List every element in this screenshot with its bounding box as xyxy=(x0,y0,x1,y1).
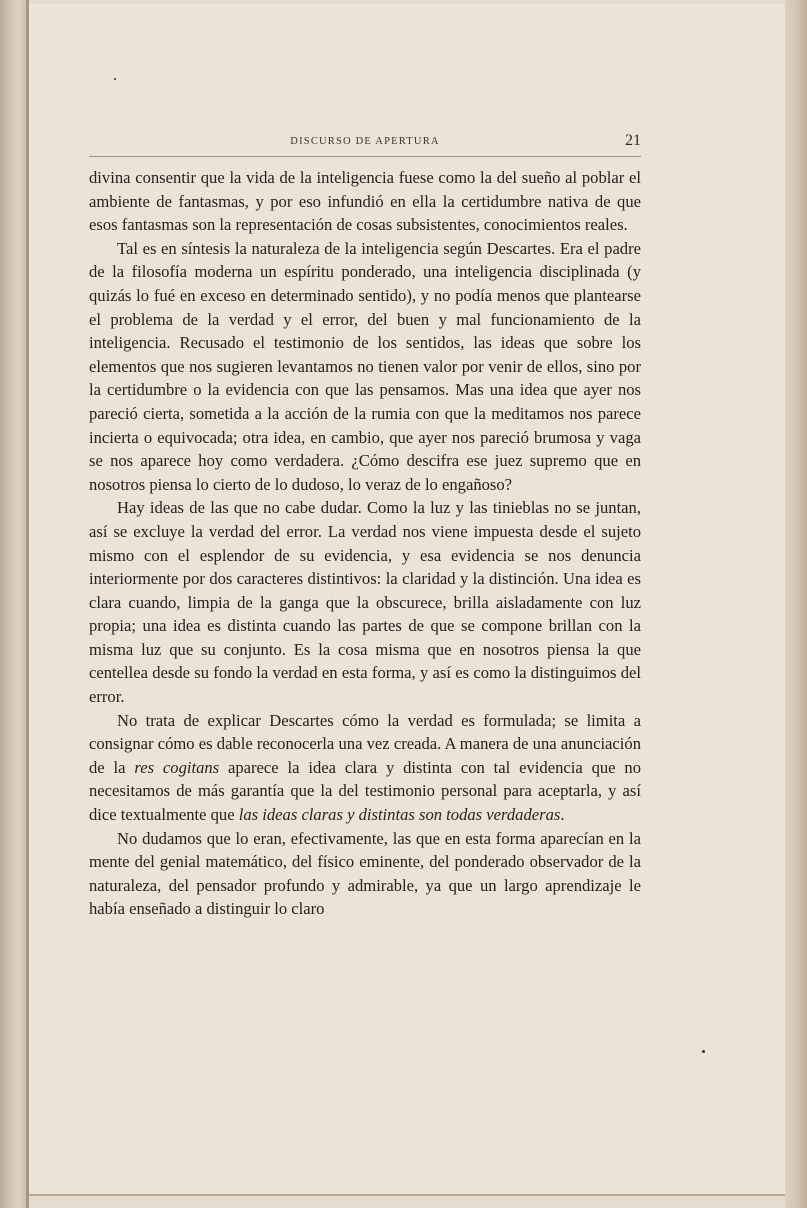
paragraph-text: . xyxy=(560,805,565,825)
paper-speck xyxy=(702,1050,705,1053)
paragraph-text: No trata de explicar Descartes cómo la verdad es formulada; se limita a consignar cómo es dable reconocerla una vez creada. A manera de una anunciación de la xyxy=(89,710,641,777)
paragraph-4 xyxy=(89,709,641,827)
page-number: 21 xyxy=(625,132,641,149)
running-head: DISCURSO DE APERTURA xyxy=(290,136,440,147)
book-page xyxy=(29,4,785,1196)
paragraph-1 xyxy=(89,166,641,237)
paper-speck xyxy=(114,78,116,80)
book-spine-shadow xyxy=(0,0,26,1208)
page-header xyxy=(89,132,641,157)
paragraph-text: aparece la idea clara y distinta con tal evidencia que no necesitamos de más garantía que la del testimonio personal para aceptarla, y así dice textualmente que xyxy=(89,757,641,825)
italic-quotation: las ideas claras y distintas son todas verdaderas xyxy=(238,805,561,825)
page-edge-right xyxy=(785,0,807,1208)
paragraph-2 xyxy=(89,237,641,497)
paragraph-3 xyxy=(89,496,641,708)
italic-phrase-res-cogitans: res cogitans xyxy=(134,757,220,777)
body-text xyxy=(89,166,641,921)
paragraph-text: Tal es en síntesis la naturaleza de la inteligencia según Descartes. Era el padre de la filosofía moderna un espíritu ponderado, una inteligencia disciplinada (y quizás lo fué en exceso en determinado sentido), y no podía menos que plantearse el problema de la verdad y el error, del buen y mal funcionamiento de la inteligencia. Recusado el testimonio de los sentidos, las ideas que sobre los elementos que nos sugieren levantamos no tienen valor por venir de ellos, sino por la certidumbre o la evidencia con que las pensamos. Mas una idea que ayer nos pareció cierta, sometida a la acción de la rumia con que la meditamos nos parece incierta o equivocada; otra idea, en cambio, que ayer nos pareció brumosa y vaga se nos aparece hoy como verdadera. ¿Cómo descifra ese juez supremo que en nosotros piensa lo cierto de lo dudoso, lo veraz de lo engañoso? xyxy=(89,238,641,494)
paragraph-5 xyxy=(89,827,641,921)
paragraph-text: divina consentir que la vida de la inteligencia fuese como la del sueño al poblar el ambiente de fantasmas, y por eso infundió en ella la certidumbre nativa de que esos fantasmas son la representación de cosas subsistentes, conocimientos reales. xyxy=(89,168,641,235)
paragraph-text: No dudamos que lo eran, efectivamente, las que en esta forma aparecían en la mente del genial matemático, del físico eminente, del ponderado observador de la naturaleza, del pensador profundo y admirable, ya que un largo aprendizaje le había enseñado a distinguir lo claro xyxy=(89,828,641,919)
paragraph-text: Hay ideas de las que no cabe dudar. Como la luz y las tinieblas no se juntan, así se excluye la verdad del error. La verdad nos viene impuesta desde el sujeto mismo con el esplendor de su evidencia, y esa evidencia se nos denuncia interiormente por dos caracteres distintivos: la claridad y la distinción. Una idea es clara cuando, limpia de la ganga que la obscurece, brilla aisladamente con luz propia; una idea es distinta cuando las partes de que se compone brillan con la misma luz que su conjunto. Es la cosa misma que en nosotros piensa la que centellea desde su fondo la verdad en esta forma, y así es como la distinguimos del error. xyxy=(89,498,641,707)
